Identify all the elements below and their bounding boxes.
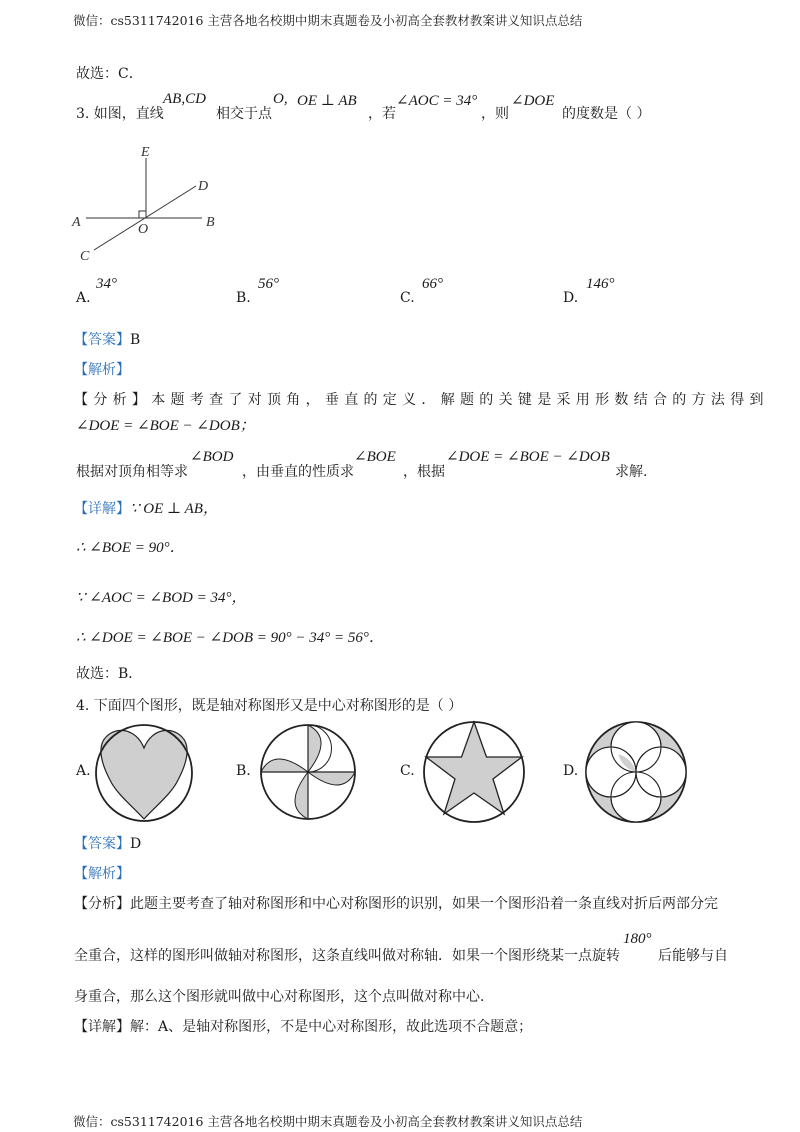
q3-option-b-letter: B. bbox=[236, 290, 251, 306]
q3-detail-line2: ∴ ∠BOE = 90°． bbox=[76, 540, 185, 556]
q3-option-c-value: 66° bbox=[422, 276, 443, 292]
q4-option-a-letter: A. bbox=[76, 763, 91, 779]
q3-analysis-line1: 【分析】本题考查了对顶角，垂直的定义．解题的关键是采用形数结合的方法得到 bbox=[74, 392, 769, 408]
q4-analysis-line3: 身重合，那么这个图形就叫做中心对称图形，这个点叫做对称中心． bbox=[74, 989, 494, 1005]
q4-option-b-letter: B. bbox=[236, 763, 251, 779]
detail-1: ∵ OE ⊥ AB， bbox=[130, 501, 218, 517]
label-o: O bbox=[138, 222, 149, 237]
q3-option-d-letter: D. bbox=[563, 290, 579, 306]
q3-analysis-tag: 【解析】 bbox=[74, 362, 130, 378]
label-b: B bbox=[206, 215, 215, 230]
q3-option-a-value: 34° bbox=[96, 276, 117, 292]
q3-analysis-line3-f: ∠DOE = ∠BOE − ∠DOB bbox=[446, 449, 610, 465]
detail-tag: 【详解】 bbox=[74, 501, 130, 517]
q4-analysis-tag: 【解析】 bbox=[74, 866, 130, 882]
q3-answer-line bbox=[74, 329, 140, 349]
answer-value: D bbox=[130, 836, 142, 852]
q3-given-angle: ∠AOC = 34° bbox=[396, 93, 478, 109]
q3-target-angle: ∠DOE bbox=[511, 93, 555, 109]
page-header: 微信：cs5311742016 主营各地名校期中期末真题卷及小初高全套教材教案讲义知识点总结 bbox=[73, 13, 583, 28]
label-c: C bbox=[80, 249, 90, 264]
q4-analysis-line2-a: 全重合，这样的图形叫做轴对称图形，这条直线叫做对称轴．如果一个图形绕某一点旋转 bbox=[74, 948, 620, 964]
answer-tag: 【答案】 bbox=[74, 332, 130, 348]
q3-analysis-line3-b: ∠BOD bbox=[190, 449, 234, 465]
q4-option-d-letter: D. bbox=[563, 763, 579, 779]
q3-analysis-line3-e: ，根据 bbox=[403, 464, 445, 480]
q3-analysis-line3-d: ∠BOE bbox=[354, 449, 396, 465]
q3-stem-tail: 的度数是（ ） bbox=[562, 106, 651, 122]
q4-detail-line: 【详解】解：A、是轴对称图形，不是中心对称图形，故此选项不合题意； bbox=[74, 1019, 533, 1035]
label-a: A bbox=[72, 215, 81, 230]
q4-option-c-letter: C. bbox=[400, 763, 415, 779]
q3-analysis-line2: ∠DOE = ∠BOE − ∠DOB； bbox=[76, 418, 255, 434]
q3-stem-if: ，若 bbox=[368, 106, 396, 122]
q3-analysis-line3-g: 求解. bbox=[615, 464, 648, 480]
q3-analysis-line3-c: ，由垂直的性质求 bbox=[242, 464, 354, 480]
q3-detail-line3: ∵ ∠AOC = ∠BOD = 34°， bbox=[76, 590, 247, 606]
previous-choice: 故选：C． bbox=[76, 66, 143, 82]
q3-stem-number: 3. 如图，直线 bbox=[76, 106, 164, 122]
q3-stem-then: ，则 bbox=[481, 106, 509, 122]
q4-analysis-line2-c: 后能够与自 bbox=[658, 948, 728, 964]
q3-stem-meet: 相交于点 bbox=[216, 106, 272, 122]
q3-option-a-letter: A. bbox=[76, 290, 91, 306]
q4-analysis-line1: 【分析】此题主要考查了轴对称图形和中心对称图形的识别，如果一个图形沿着一条直线对折后两部分完 bbox=[74, 896, 718, 912]
q3-analysis-line3-a: 根据对顶角相等求 bbox=[76, 464, 188, 480]
page-footer: 微信：cs5311742016 主营各地名校期中期末真题卷及小初高全套教材教案讲义知识点总结 bbox=[73, 1114, 583, 1129]
q4-option-c-star-figure bbox=[418, 716, 530, 828]
q3-detail-line1 bbox=[74, 497, 218, 518]
q3-geometry-figure bbox=[70, 140, 220, 265]
q3-option-b-value: 56° bbox=[258, 276, 279, 292]
q4-analysis-line2-b: 180° bbox=[623, 931, 652, 947]
answer-tag: 【答案】 bbox=[74, 836, 130, 852]
answer-value: B bbox=[130, 332, 141, 348]
q4-option-a-heart-figure bbox=[90, 718, 198, 826]
q3-point-o: O, bbox=[273, 91, 288, 107]
q4-stem: 4. 下面四个图形，既是轴对称图形又是中心对称图形的是（ ） bbox=[76, 698, 463, 714]
q4-option-b-pinwheel-figure bbox=[254, 718, 362, 826]
q3-option-d-value: 146° bbox=[586, 276, 615, 292]
label-e: E bbox=[141, 145, 150, 160]
q3-final-choice: 故选：B． bbox=[76, 666, 143, 682]
q3-detail-line4: ∴ ∠DOE = ∠BOE − ∠DOB = 90° − 34° = 56°． bbox=[76, 630, 384, 646]
q4-option-d-circles-figure bbox=[580, 716, 692, 828]
q3-perp: OE ⊥ AB bbox=[297, 93, 357, 109]
label-d: D bbox=[198, 179, 209, 194]
q3-option-c-letter: C. bbox=[400, 290, 415, 306]
q4-answer-line bbox=[74, 833, 141, 853]
q3-lines: AB,CD bbox=[163, 91, 206, 107]
